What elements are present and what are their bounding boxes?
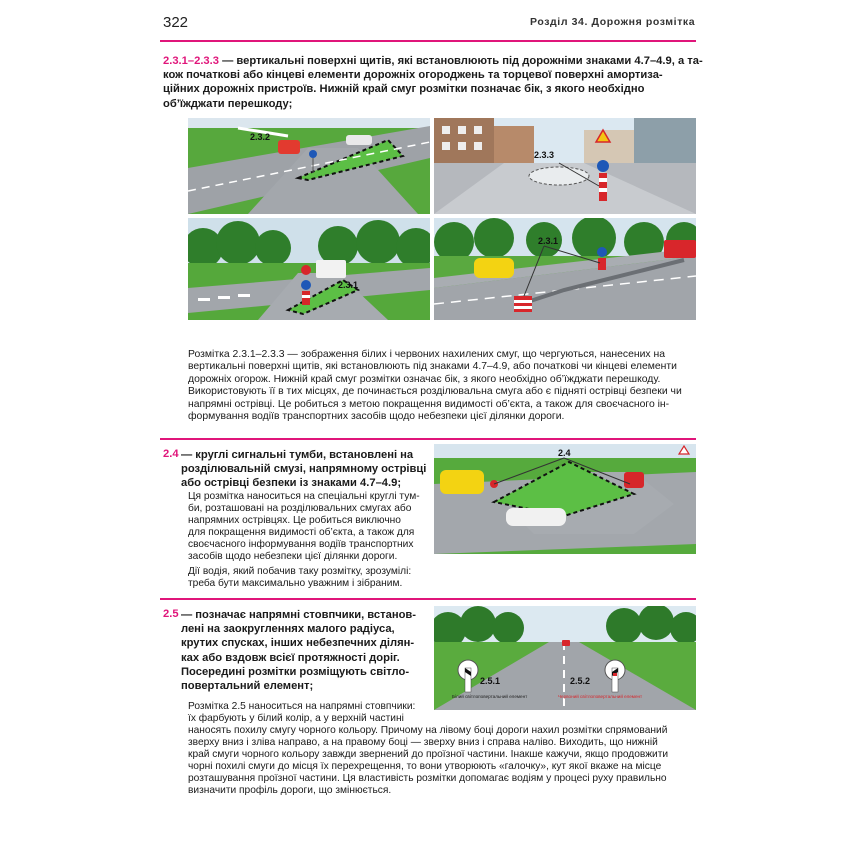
photo-label-2-3-3: 2.3.3 [534,150,555,160]
lead-2-3-line-3: ційних дорожніх пристроїв. Нижній край смуг розмітки позначає бік, з якого необхідно [163,83,645,96]
note-2-4-line-1: Дії водія, який побачив таку розмітку, зрозумілі: [188,566,412,577]
photo-direction-posts [434,606,696,710]
photo-barrier-road [434,218,696,320]
body-2-4-line-5: своєчасного інформування водіїв транспортних [188,539,414,550]
description-2-3-line-3: дорожніх огорож. Нижній край смуг розмітки означає бік, з якого необхідно об’їжджати перешкоду. [188,373,661,385]
body-2-5-line-3: наносять похилу смугу чорного кольору. Причому на лівому боці дороги нахил розмітки спрямований [188,725,668,736]
lead-2-4-line-2: розділювальній смузі, напрямному острівці [181,463,427,476]
lead-2-5-line-6: повертальний елемент; [181,680,314,693]
lead-2-4-line-1: — круглі сигнальні тумби, встановлені на [181,449,414,461]
page-number: 322 [163,14,189,31]
lead-2-5 [181,608,416,693]
body-2-4-line-4: для покращення видимості об’єкта, а також для [188,527,415,538]
lead-2-3-line-1: 2.3.1–2.3.3 — вертикальні поверхні щитів, які встановлюють під дорожніми знаками 4.7–4.9, а та- [163,55,703,67]
lead-2-5-line-3: крутих спусках, інших небезпечних ділян- [181,637,415,650]
section-rule-2-5 [160,598,696,600]
marking-code-2-5: 2.5 [163,608,179,620]
body-2-5-line-4: зверху вниз і зліва направо, а на правому боці — зверху вниз і справа наліво. Виходить, що нижній [188,737,658,748]
lead-2-4-line-3: або острівці безпеки із знаками 4.7–4.9; [181,477,402,490]
lead-2-5-line-5: Посередині розмітки розміщують світло- [181,665,410,678]
description-2-3-line-2: вертикальні поверхні щитів, які встановлюють під знаками 4.7–4.9, або початкові чи кінцеві елементи [188,361,677,373]
body-2-5-line-8: визначити профіль дороги, що змінюється. [188,785,392,796]
body-2-5-line-6: чорні похилі смуги до місця їх перехрещення, то вони утворюють «галочку», кут якої вкаже на місце [188,761,662,772]
lead-2-5-line-2: лені на заокругленнях малого радіуса, [181,623,395,636]
photo-label-2-4: 2.4 [558,448,571,458]
lead-2-3-line-4: об’їжджати перешкоду; [163,97,293,110]
note-2-4-line-2: треба бути максимально уважним і зібраним. [188,578,403,589]
running-head: Розділ 34. Дорожня розмітка [530,16,696,28]
header-rule [160,40,696,42]
section-rule-2-4 [160,438,696,440]
marking-code-2-4: 2.4 [163,448,179,460]
photo-island-intersection [188,118,430,214]
lead-2-3-line-2: кож початкові або кінцеві елементи дорожніх огороджень та торцевої поверхні амортиза- [163,69,663,82]
photo-signal-bollards [434,444,696,554]
photo-label-2-3-2: 2.3.2 [250,132,271,142]
lead-2-3 [163,54,703,111]
body-2-5-line-1: Розмітка 2.5 наноситься на напрямні стовпчики: [188,701,416,712]
body-2-4 [188,491,420,563]
description-2-3-line-4: Використовують її в тих місцях, де починається розділювальна смуга або є підняті острівці безпеки чи [188,386,682,398]
photo-label-2-3-1-right: 2.3.1 [538,236,559,246]
description-2-3 [188,349,682,423]
body-2-5 [188,701,668,797]
note-2-4 [188,566,411,590]
body-2-5-line-5: край смуги чорного кольору завжди звернений до проїзної частини. Інакше кажучи, якщо продовжити [188,749,669,760]
photo-caption-2-5-1: Білий світлоповертальний елемент [452,694,528,699]
photo-city-bollard [434,118,696,214]
marking-code: 2.3.1–2.3.3 [163,55,219,67]
photo-rural-island [188,218,430,320]
body-2-4-line-3: напрямних острівцях. Це робиться виключно [188,515,401,526]
body-2-5-line-7: розташування проїзної частини. Ця властивість розмітки допомагає водіям у процесі руху правильно [188,773,667,784]
photo-label-2-5-2: 2.5.2 [570,676,591,686]
photo-caption-2-5-2: Червоний світлоповертальний елемент [558,694,643,699]
description-2-3-line-1: Розмітка 2.3.1–2.3.3 — зображення білих і червоних нахилених смуг, що чергуються, нанесених на [188,349,666,360]
body-2-5-line-2: їх фарбують у білий колір, а у верхній частині [188,713,404,724]
photo-label-2-5-1: 2.5.1 [480,676,501,686]
body-2-4-line-2: би, розташовані на розділювальних смугах або [188,503,412,514]
body-2-4-line-1: Ця розмітка наноситься на спеціальні круглі тум- [188,491,420,502]
body-2-4-line-6: засобів щодо небезпеки цієї ділянки дороги. [188,551,398,562]
description-2-3-line-6: формування водіїв транспортних засобів щодо небезпеки цієї ділянки дороги. [188,411,565,423]
photo-label-2-3-1-left: 2.3.1 [338,280,359,290]
lead-2-5-line-1: — позначає напрямні стовпчики, встанов- [181,609,417,621]
description-2-3-line-5: напрямні острівці. Це робиться з метою покращення видимості об’єкта, а також для своєчасного ін- [188,398,670,410]
lead-2-4 [181,448,426,491]
lead-2-5-line-4: ках або вздовж всієї протяжності доріг. [181,651,400,664]
